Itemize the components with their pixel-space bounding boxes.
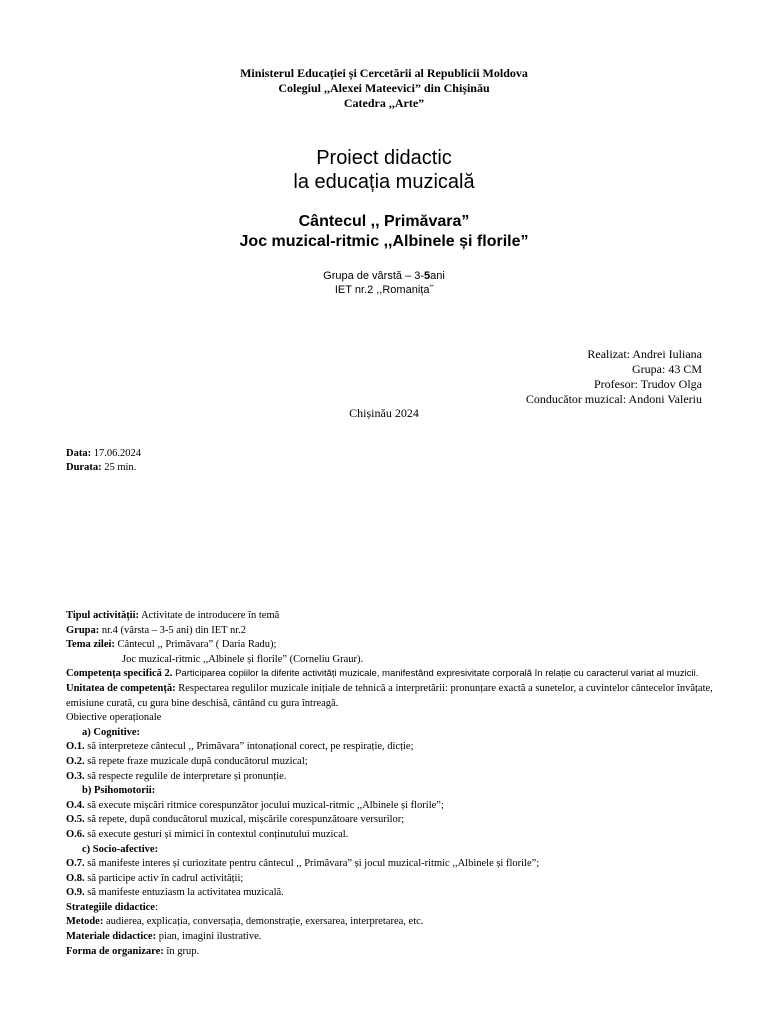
o4-label: O.4.: [66, 799, 85, 811]
theme-value: Cântecul ,, Primăvara” ( Daria Radu);: [114, 639, 277, 651]
kindergarten-line: IET nr.2 ,,Romanița˝: [334, 284, 434, 296]
o6-value: să execute gesturi și mimici în contextul conținutului muzical.: [84, 828, 349, 840]
o1-label: O.1.: [66, 741, 85, 753]
objectives-heading: Obiective operaționale: [66, 712, 162, 724]
city-year: Chișinău 2024: [349, 406, 419, 420]
music-leader-line: Conducător muzical: Andoni Valeriu: [525, 392, 702, 406]
objective-o5: [66, 813, 716, 828]
credits-block: [526, 347, 702, 407]
methods-value: audierea, explicația, conversația, demonstrație, exersarea, interpretarea, etc.: [103, 916, 424, 928]
objective-o9: [66, 886, 716, 901]
theme-row-2: Joc muzical-ritmic ,,Albinele și florile” (Corneliu Graur).: [122, 653, 364, 665]
ministry-line: Ministerul Educației și Cercetării al Republicii Moldova: [240, 66, 528, 80]
strategies-label: Strategiile didactice: [66, 901, 155, 913]
o4-value: să execute mișcări ritmice corespunzător jocului muzical-ritmic ,,Albinele și florile”;: [84, 799, 444, 811]
strategies-value: :: [154, 901, 158, 913]
materials-label: Materiale didactice:: [66, 931, 157, 943]
age-group-prefix: Grupa de vârstă – 3-: [323, 270, 425, 282]
methods-row: [66, 915, 716, 930]
objective-o6: [66, 828, 716, 843]
college-line: Colegiul ,,Alexei Mateevici” din Chișinău: [278, 81, 490, 95]
competence-label: Competența specifică 2.: [66, 668, 173, 680]
objective-o3: [66, 770, 716, 785]
date-block: [66, 447, 141, 475]
date-row: [66, 447, 141, 461]
o3-label: O.3.: [66, 770, 85, 782]
institution-header: [0, 66, 768, 111]
o2-label: O.2.: [66, 755, 85, 767]
objective-o2: [66, 755, 716, 770]
group-label: Grupa:: [66, 624, 100, 636]
o7-value: să manifeste interes și curiozitate pentru cântecul ,, Primăvara” și jocul muzical-ritmic ,,Albinele și florile”;: [84, 858, 540, 870]
document-subtitle: [0, 212, 768, 252]
age-group-bold: 5: [424, 270, 431, 282]
o5-label: O.5.: [66, 814, 85, 826]
competence-row: [66, 667, 716, 682]
duration-value: 25 min.: [101, 462, 137, 473]
subtitle-line-2: Joc muzical-ritmic ,,Albinele și florile”: [239, 233, 529, 250]
organization-row: [66, 945, 716, 960]
title-line-1: Proiect didactic: [316, 147, 452, 169]
age-group-suffix: ani: [430, 270, 445, 282]
author-line: Realizat: Andrei Iuliana: [587, 347, 702, 361]
materials-row: [66, 930, 716, 945]
o2-value: să repete fraze muzicale după conducătorul muzical;: [84, 755, 308, 767]
theme-label: Tema zilei:: [66, 639, 115, 651]
competence-unit-label: Unitatea de competență:: [66, 682, 176, 694]
professor-line: Profesor: Trudov Olga: [593, 377, 702, 391]
group-value: nr.4 (vârsta – 3-5 ani) din IET nr.2: [99, 624, 247, 636]
o9-value: să manifeste entuziasm la activitatea muzicală.: [84, 887, 284, 899]
date-label: Data:: [66, 448, 92, 459]
materials-value: pian, imagini ilustrative.: [156, 931, 262, 943]
organization-value: în grup.: [163, 945, 200, 957]
o3-value: să respecte regulile de interpretare și pronunție.: [84, 770, 287, 782]
o5-value: să repete, după conducătorul muzical, mișcările corespunzătoare versurilor;: [84, 814, 405, 826]
o8-value: să participe activ în cadrul activității;: [84, 872, 244, 884]
department-line: Catedra ,,Arte”: [343, 96, 425, 110]
objective-o4: [66, 799, 716, 814]
theme-row: [66, 638, 716, 653]
title-line-2: la educația muzicală: [293, 171, 475, 193]
activity-type-value: Activitate de introducere în temă: [139, 610, 280, 621]
o9-label: O.9.: [66, 887, 85, 899]
psychomotor-heading: [66, 784, 716, 799]
activity-type-label: Tipul activității:: [66, 610, 140, 621]
socio-affective-label: c) Socio-afective:: [82, 843, 159, 855]
duration-row: [66, 461, 141, 475]
o1-value: să interpreteze cântecul ,, Primăvara” intonațional corect, pe respirație, dicție;: [84, 741, 414, 753]
o8-label: O.8.: [66, 872, 85, 884]
o7-label: O.7.: [66, 858, 85, 870]
cognitive-label: a) Cognitive:: [82, 726, 141, 738]
duration-label: Durata:: [66, 462, 102, 473]
o6-label: O.6.: [66, 828, 85, 840]
psychomotor-label: b) Psihomotorii:: [82, 785, 156, 797]
subtitle-line-1: Cântecul ,, Primăvara”: [298, 213, 470, 230]
organization-label: Forma de organizare:: [66, 945, 164, 957]
methods-label: Metode:: [66, 916, 104, 928]
age-group-line: [0, 269, 768, 283]
age-group-info: [0, 269, 768, 297]
date-value: 17.06.2024: [91, 448, 141, 459]
cognitive-heading: [66, 726, 716, 741]
strategies-row: [66, 901, 716, 916]
competence-unit-value: Respectarea regulilor muzicale inițiale de tehnică a interpretării: pronunțare exactă a sunetelor, a cuvintelor cântecelor învățate, emisiune curată, cu gura bine deschisă, cântând cu gura întreagă.: [66, 682, 713, 709]
document-title: [0, 146, 768, 194]
socio-affective-heading: [66, 843, 716, 858]
objective-o7: [66, 857, 716, 872]
group-line: Grupa: 43 CM: [632, 362, 702, 376]
objective-o8: [66, 872, 716, 887]
competence-unit-row: [66, 682, 716, 711]
group-row: [66, 624, 716, 639]
activity-type-row: [66, 609, 716, 624]
objective-o1: [66, 740, 716, 755]
lesson-details: [66, 609, 716, 959]
competence-value: Participarea copiilor la diferite activități muzicale, manifestând expresivitate corporală în relație cu caracterul variat al muzicii.: [172, 668, 699, 680]
